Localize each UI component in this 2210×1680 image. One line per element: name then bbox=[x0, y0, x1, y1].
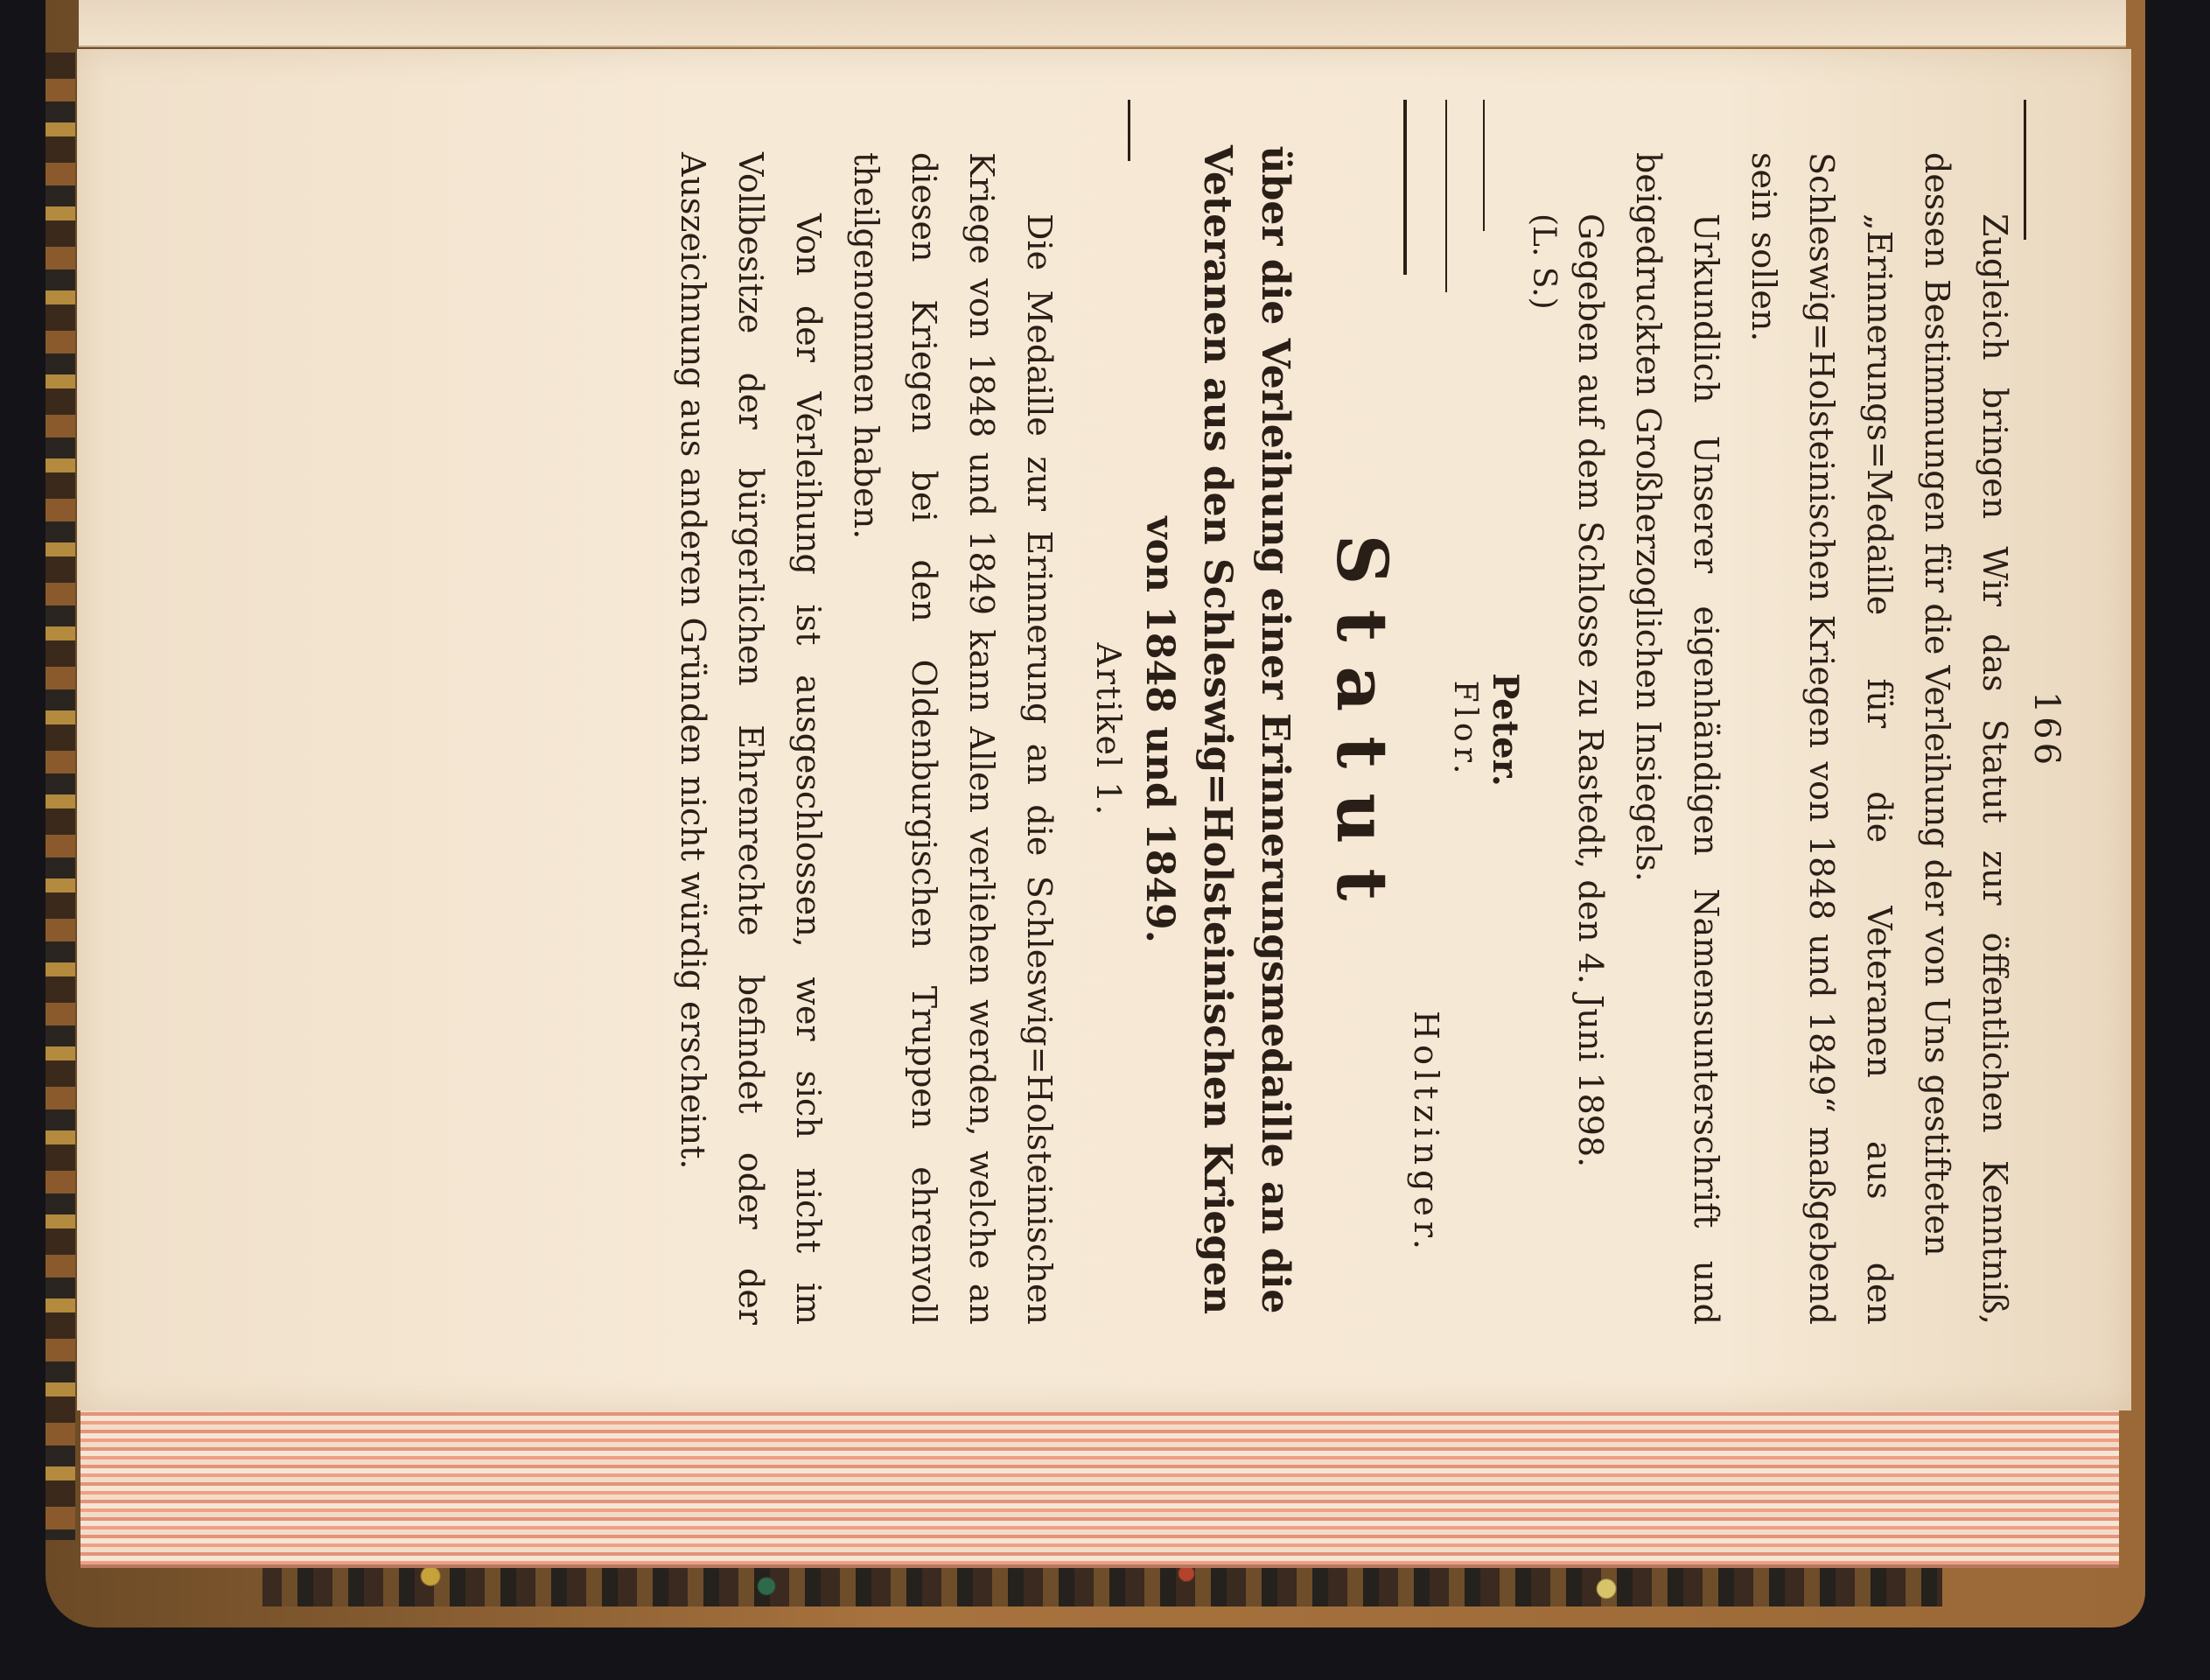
page-number: 166 bbox=[2026, 690, 2067, 769]
statut-title: Statut bbox=[1321, 534, 1403, 926]
article-paragraph-1: Die Medaille zur Erinnerung an die Schleswig=Holsteinischen Kriege von 1848 und 1849 kann Allen verliehen werden, welche an diesen Kriegen bei den Oldenburgischen Truppen ehrenvoll theilgenommen haben. bbox=[847, 152, 1059, 1325]
paragraph-medal-name: „Erinnerungs=Medaille für die Veteranen aus den Schleswig=Holsteinischen Kriegen von 1848 und 1849“ maßgebend sein sollen. bbox=[1745, 152, 1899, 1325]
section-divider bbox=[1403, 100, 1407, 275]
page-stack-edges bbox=[80, 1407, 2119, 1568]
locus-sigilli: (L. S.) bbox=[1526, 214, 1562, 310]
signature-holtzinger: Holtzinger. bbox=[1407, 1011, 1445, 1255]
article-paragraph-2: Von der Verleihung ist ausgeschlossen, wer sich nicht im Vollbesitze der bürgerlichen Ehrenrechte befindet oder der Auszeichnung aus anderen Gründen nicht würdig erscheint. bbox=[674, 152, 828, 1325]
signature-right-rule bbox=[1445, 100, 1447, 292]
statut-subtitle: über die Verleihung einer Erinnerungsmedaille an die Veteranen aus den Schleswig=Holsteinischen Kriegen von 1848 und 1849. bbox=[1137, 144, 1297, 1315]
page-number-rule bbox=[2024, 100, 2026, 240]
signature-peter: Peter. bbox=[1485, 673, 1526, 787]
facing-page-edge bbox=[79, 0, 2126, 47]
signature-rule bbox=[1483, 100, 1485, 231]
signature-block bbox=[1447, 100, 1526, 1360]
article-heading: Artikel 1. bbox=[1089, 642, 1128, 817]
marbled-spine bbox=[45, 52, 75, 1540]
paragraph-zugleich: Zugleich bringen Wir das Statut zur öffentlichen Kenntniß, dessen Bestimmungen für die Verleihung der von Uns gestifteten bbox=[1918, 152, 2014, 1325]
book-page bbox=[77, 49, 2131, 1410]
paragraph-gegeben: Gegeben auf dem Schlosse zu Rastedt, den 4. Juni 1898. bbox=[1571, 214, 1610, 1168]
rotated-text-block bbox=[142, 100, 2067, 1360]
paragraph-urkundlich: Urkundlich Unserer eigenhändigen Namensunterschrift und beigedruckten Großherzoglichen Insiegels. bbox=[1629, 152, 1725, 1325]
small-rule bbox=[1128, 100, 1130, 161]
signature-flor: Flor. bbox=[1447, 680, 1483, 780]
